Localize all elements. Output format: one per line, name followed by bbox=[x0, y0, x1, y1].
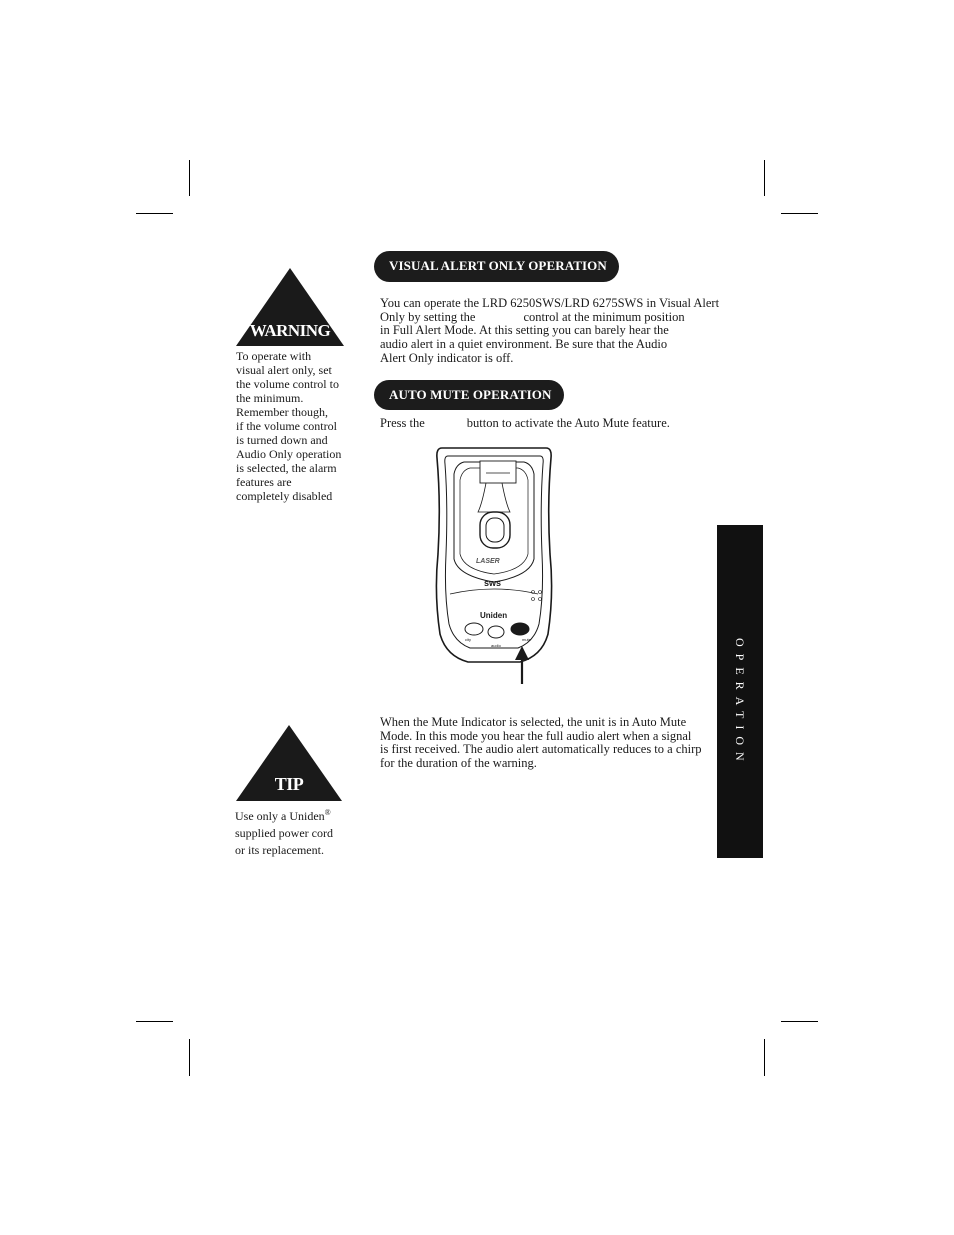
warning-text bbox=[236, 349, 356, 503]
warning-line: is selected, the alarm bbox=[236, 461, 337, 475]
crop-mark bbox=[136, 213, 173, 214]
visual-alert-paragraph bbox=[380, 297, 720, 366]
tip-text bbox=[235, 804, 355, 859]
crop-mark bbox=[136, 1021, 173, 1022]
auto-mute-instruction bbox=[380, 417, 720, 431]
text-line bbox=[380, 311, 720, 325]
text-fragment: control at the minimum position bbox=[523, 309, 685, 324]
text-line: Alert Only indicator is off. bbox=[380, 350, 514, 365]
warning-line: Audio Only operation bbox=[236, 447, 342, 461]
text-line bbox=[235, 804, 355, 825]
audio-label: audio bbox=[491, 643, 501, 648]
section-tab bbox=[717, 525, 763, 858]
warning-line: To operate with bbox=[236, 349, 312, 363]
text-line: is first received. The audio alert automatically reduces to a chirp bbox=[380, 742, 702, 757]
warning-line: the volume control to bbox=[236, 377, 339, 391]
warning-line: visual alert only, set bbox=[236, 363, 332, 377]
crop-mark bbox=[764, 160, 765, 196]
city-button bbox=[465, 623, 483, 635]
warning-line: completely disabled bbox=[236, 489, 333, 503]
registered-mark: ® bbox=[324, 808, 331, 817]
section-tab-label: OPERATION bbox=[733, 638, 747, 768]
text-line: You can operate the LRD 6250SWS/LRD 6275SWS in Visual Alert bbox=[380, 296, 720, 310]
warning-label: WARNING bbox=[249, 321, 331, 340]
sws-logo: sws bbox=[484, 578, 502, 588]
warning-line: Remember though, bbox=[236, 405, 328, 419]
brand-logo: Uniden bbox=[480, 611, 508, 620]
text-fragment: Only by setting the bbox=[380, 309, 476, 324]
auto-mute-paragraph bbox=[380, 716, 725, 771]
text-line: Mode. In this mode you hear the full audio alert when a signal bbox=[380, 728, 692, 743]
warning-line: features are bbox=[236, 475, 292, 489]
text-line: When the Mute Indicator is selected, the unit is in Auto Mute bbox=[380, 715, 687, 729]
radar-detector-illustration bbox=[434, 444, 554, 688]
text-line: or its replacement. bbox=[235, 843, 324, 857]
text-line: audio alert in a quiet environment. Be sure that the Audio bbox=[380, 337, 668, 352]
text-line: for the duration of the warning. bbox=[380, 756, 537, 771]
warning-line: the minimum. bbox=[236, 391, 304, 405]
section-heading-auto-mute: AUTO MUTE OPERATION bbox=[374, 380, 564, 410]
crop-mark bbox=[189, 160, 190, 196]
crop-mark bbox=[781, 213, 818, 214]
text-fragment: Use only a Uniden bbox=[235, 809, 325, 823]
crop-mark bbox=[781, 1021, 818, 1022]
city-label: city bbox=[465, 637, 471, 642]
text-fragment: button to activate the Auto Mute feature. bbox=[466, 416, 670, 430]
mute-label: mute bbox=[522, 637, 531, 642]
text-line: in Full Alert Mode. At this setting you can barely hear the bbox=[380, 323, 669, 338]
section-heading-visual-alert: VISUAL ALERT ONLY OPERATION bbox=[374, 251, 619, 282]
laser-logo: LASER bbox=[476, 558, 500, 565]
crop-mark bbox=[189, 1039, 190, 1076]
text-line: supplied power cord bbox=[235, 826, 333, 840]
audio-button bbox=[488, 626, 504, 638]
text-fragment: Press the bbox=[380, 416, 425, 430]
warning-line: is turned down and bbox=[236, 433, 328, 447]
warning-line: if the volume control bbox=[236, 419, 337, 433]
mute-button bbox=[511, 623, 529, 635]
crop-mark bbox=[764, 1039, 765, 1076]
tip-label: TIP bbox=[274, 774, 304, 794]
